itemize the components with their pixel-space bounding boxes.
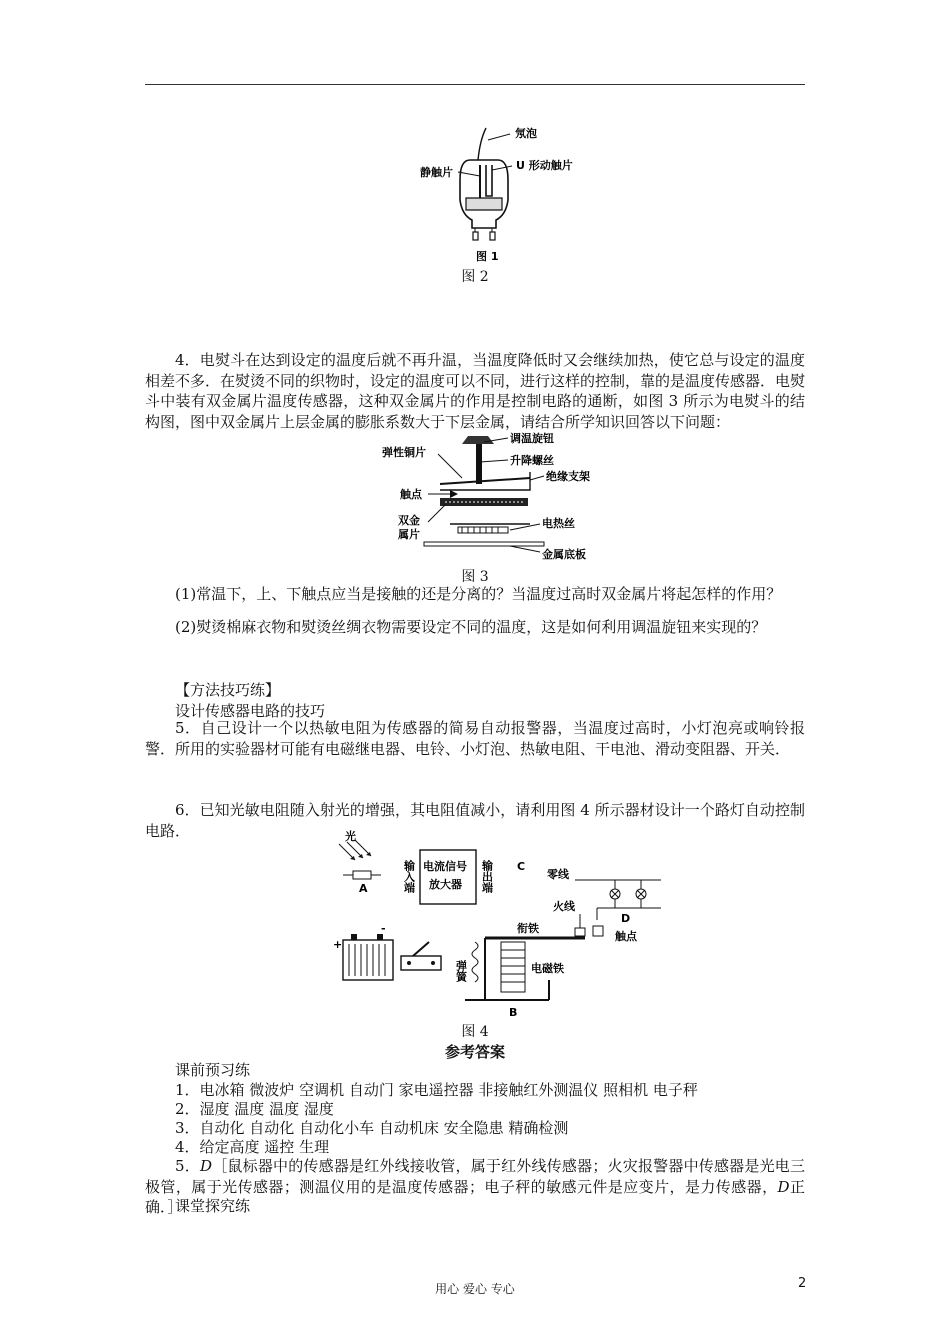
label-knob: 调温旋钮 [510, 432, 554, 445]
page-number: 2 [798, 1276, 807, 1291]
figure-2 [400, 120, 600, 270]
answer-1: 1．电冰箱 微波炉 空调机 自动门 家电遥控器 非接触红外测温仪 照相机 电子秤 [175, 1081, 698, 1099]
question-4: 4．电熨斗在达到设定的温度后就不再升温，当温度降低时又会继续加热，使它总与设定的温度相差不多．在熨烫不同的织物时，设定的温度可以不同，进行这样的控制，靠的是温度传感器．电熨斗中装有双金属片温度传感器，这种双金属片的作用是控制电路的通断，如图 3 所示为电熨斗的结构图，图中双金属片上层金属的膨胀系数大于下层金属，请结合所学知识回答以下问题： [145, 351, 806, 431]
label-armature: 衔铁 [517, 922, 539, 935]
label-d: D [621, 912, 631, 925]
footer-text: 用心 爱心 专心 [435, 1282, 515, 1296]
label-spring-plate: 弹性铜片 [382, 446, 426, 459]
label-bulb: 氖泡 [515, 127, 537, 140]
figure-4 [325, 830, 665, 1025]
figure-3-caption: 图 3 [461, 569, 489, 585]
label-bracket: 绝缘支架 [546, 470, 590, 483]
label-bimetal-1: 双金 [398, 514, 420, 527]
answer-5-letter-2: D [777, 1177, 790, 1196]
answers-title: 参考答案 [444, 1043, 505, 1061]
question-4-part-1: (1)常温下，上、下触点应当是接触的还是分离的？当温度过高时双金属片将起怎样的作用？ [175, 585, 782, 603]
label-heater: 电热丝 [542, 517, 575, 530]
question-6: 6．已知光敏电阻随入射光的增强，其电阻值减小，请利用图 4 所示器材设计一个路灯自动控制电路． [145, 801, 805, 840]
label-live: 火线 [553, 900, 575, 913]
label-plus: + [333, 938, 343, 951]
neon-bulb-diagram [400, 120, 600, 270]
answer-3: 3．自动化 自动化 自动化小车 自动机床 安全隐患 精确检测 [175, 1119, 569, 1137]
label-u-contact: U 形动触片 [516, 159, 573, 172]
question-4-part-2: (2)熨烫棉麻衣物和熨烫丝绸衣物需要设定不同的温度，这是如何利用调温旋钮来实现的？ [175, 618, 767, 636]
answers-section-2: 课堂探究练 [175, 1197, 251, 1215]
label-electromagnet: 电磁铁 [531, 962, 564, 975]
iron-structure-diagram [380, 432, 620, 567]
label-neutral: 零线 [547, 868, 569, 881]
label-output: 输出端 [480, 860, 494, 893]
street-lamp-circuit-diagram [325, 830, 665, 1025]
label-a: A [359, 882, 368, 895]
answers-section-1: 课前预习练 [175, 1061, 251, 1079]
label-static-contact: 静触片 [420, 166, 453, 179]
answer-2: 2．湿度 温度 温度 湿度 [175, 1100, 334, 1118]
answer-5-letter: D [199, 1157, 212, 1175]
header-rule [145, 84, 805, 85]
answer-5-end: 正确．］ [145, 1177, 805, 1216]
question-5: 5．自己设计一个以热敏电阻为传感器的简易自动报警器，当温度过高时，小灯泡亮或响铃报警．所用的实验器材可能有电磁继电器、电铃、小灯泡、热敏电阻、干电池、滑动变阻器、开关． [145, 719, 805, 758]
method-subheading: 设计传感器电路的技巧 [175, 702, 326, 720]
label-bimetal-2: 属片 [398, 528, 420, 541]
label-contact: 触点 [400, 488, 422, 501]
label-base: 金属底板 [542, 548, 586, 561]
figure-4-caption: 图 4 [461, 1024, 489, 1040]
label-inner-caption: 图 1 [476, 250, 499, 263]
answer-4: 4．给定高度 遥控 生理 [175, 1138, 330, 1156]
figure-2-caption: 图 2 [461, 269, 489, 285]
label-light: 光 [345, 830, 356, 843]
label-spring: 弹簧 [454, 960, 468, 982]
answer-5-prefix: 5． [175, 1157, 200, 1175]
label-screw: 升降螺丝 [510, 454, 554, 467]
label-c: C [517, 860, 526, 873]
method-heading: 【方法技巧练】 [175, 681, 281, 699]
label-contact-d: 触点 [615, 930, 637, 943]
label-amp-2: 放大器 [429, 878, 462, 891]
label-input: 输入端 [402, 860, 416, 893]
figure-3 [380, 432, 620, 567]
label-amp-1: 电流信号 [423, 860, 467, 873]
label-b: B [509, 1006, 518, 1019]
answer-5-body: ［鼠标器中的传感器是红外线接收管，属于红外线传感器；火灾报警器中传感器是光电三极管，属于光传感器；测温仪用的是温度传感器；电子秤的敏感元件是应变片，是力传感器， [145, 1157, 806, 1196]
label-minus: - [381, 922, 386, 935]
